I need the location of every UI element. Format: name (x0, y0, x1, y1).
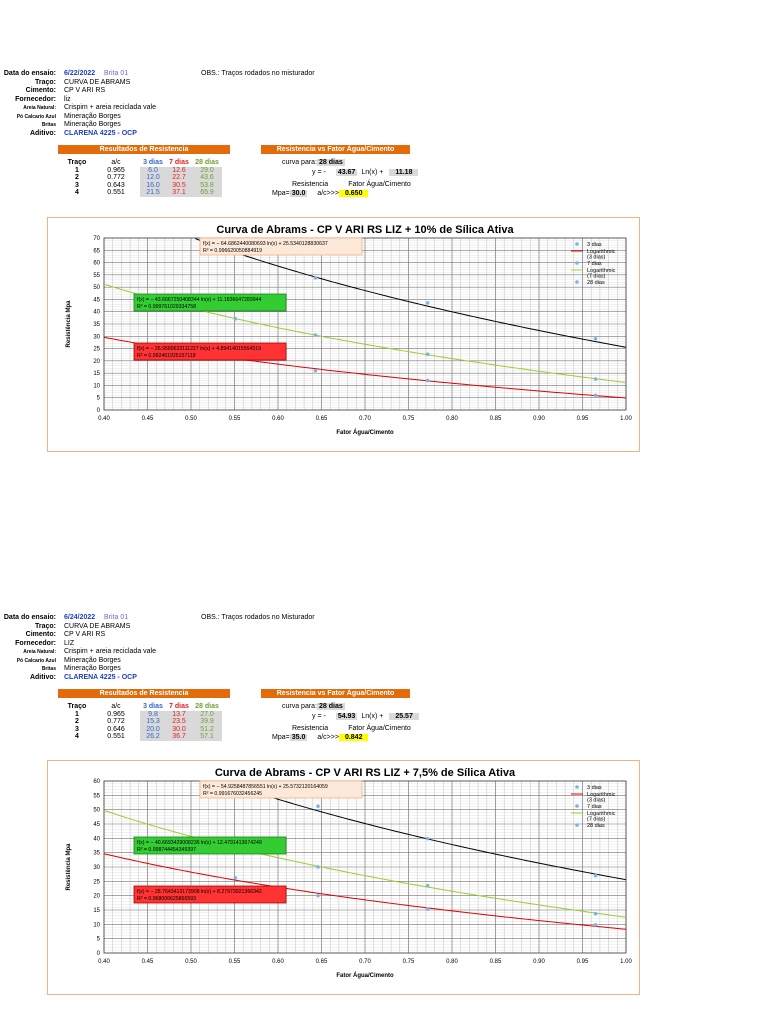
table-row (62, 174, 222, 182)
coef-b: 25.57 (389, 713, 419, 720)
data-point (316, 865, 320, 869)
header-value: Crispim + areia reciclada vale (64, 648, 157, 655)
header-value: Crispim + areia reciclada vale (64, 104, 157, 111)
table-cell: 43.6 (192, 174, 222, 182)
table-cell: 3 (75, 725, 79, 733)
formula-row (312, 169, 418, 176)
header-row (0, 614, 400, 623)
curve-label: curva para: (282, 159, 318, 166)
x-tick-label: 0.50 (185, 959, 197, 965)
header-row (0, 121, 400, 130)
data-point (426, 884, 430, 888)
y-axis-label: Resistência Mpa (66, 843, 72, 891)
chart-title: Curva de Abrams - CP V ARI RS LIZ + 7,5% de Sílica Ativa (214, 767, 516, 779)
r2-text: R² = 0.992461925157118 (137, 353, 196, 359)
ln-label: Ln(x) + (361, 713, 384, 720)
table-cell: 37.1 (166, 189, 192, 197)
y-label: y = - (312, 169, 326, 176)
header-row (0, 113, 400, 122)
equation-text: f(x) = − 64.6862440080693 ln(x) + 25.5340128830637 (203, 241, 328, 247)
header-value: CURVA DE ABRAMS (64, 622, 131, 630)
table-row (62, 182, 222, 190)
header-value: liz (64, 95, 71, 103)
table-cell: 0.772 (107, 174, 125, 181)
x-tick-label: 0.50 (185, 416, 197, 422)
curve-selector (282, 159, 345, 166)
factor-label: Fator Água/Cimento (348, 181, 411, 188)
y-tick-label: 5 (96, 395, 100, 402)
data-point (316, 894, 320, 898)
x-tick-label: 0.40 (98, 416, 110, 422)
table-cell: 1 (75, 710, 79, 718)
results-bar: Resultados de Resistencia (58, 689, 230, 698)
x-tick-label: 0.60 (272, 416, 284, 422)
legend-label: Logarithmic (7 dias) (587, 811, 616, 823)
x-tick-label: 0.65 (315, 416, 328, 422)
curve-value[interactable]: 28 dias (319, 703, 343, 710)
y-tick-label: 50 (93, 807, 100, 814)
table-cell: 0.551 (107, 733, 125, 740)
results-table (62, 703, 222, 741)
legend-label: 3 dias (587, 242, 602, 248)
column-header: Traço (67, 159, 87, 166)
table-cell: 0.772 (107, 718, 125, 725)
brita-value: Brita 01 (104, 70, 129, 77)
header-row (0, 87, 400, 96)
x-tick-label: 1.00 (620, 416, 632, 422)
y-tick-label: 10 (93, 922, 100, 929)
header-value: CP V ARI RS (64, 631, 106, 638)
ac-value: 0.842 (339, 734, 369, 741)
y-tick-label: 20 (93, 358, 100, 365)
y-tick-label: 50 (93, 285, 100, 292)
data-point (594, 377, 598, 381)
table-cell: 0.965 (107, 166, 125, 174)
x-tick-label: 0.80 (446, 416, 458, 422)
table-cell: 57.1 (192, 733, 222, 741)
legend-label: 28 dias (587, 280, 605, 286)
coef-a: 43.67 (337, 169, 356, 176)
data-point (594, 337, 598, 341)
table-cell: 2 (75, 174, 79, 181)
table-cell: 3 (75, 181, 79, 189)
x-tick-label: 0.70 (359, 959, 371, 965)
header-value: LIZ (64, 639, 75, 647)
table-cell: 13.7 (166, 711, 192, 719)
data-point (426, 837, 430, 841)
y-tick-label: 65 (93, 248, 100, 255)
calc-results (272, 190, 368, 197)
legend-marker (575, 261, 579, 265)
x-axis-label: Fator Água/Cimento (336, 973, 394, 979)
data-point (426, 907, 430, 911)
header-label: Data do ensaio: (3, 614, 56, 621)
header-value: CLARENA 4225 - OCP (64, 673, 137, 681)
x-tick-label: 0.45 (141, 416, 154, 422)
factor-label: Fator Água/Cimento (348, 725, 411, 732)
header-row (0, 104, 400, 113)
header-row (0, 648, 400, 657)
curve-selector (282, 703, 345, 710)
x-tick-label: 0.95 (576, 959, 589, 965)
data-point (234, 317, 238, 321)
header-label: Traço: (34, 78, 56, 86)
column-header: a/c (111, 703, 121, 710)
x-tick-label: 0.75 (402, 416, 415, 422)
header-row (0, 657, 400, 666)
y-tick-label: 30 (93, 334, 100, 341)
y-tick-label: 5 (96, 936, 100, 943)
header-value: 6/22/2022 (64, 70, 96, 77)
header-label: Britas (41, 666, 56, 672)
header-row (0, 665, 400, 674)
y-tick-label: 0 (96, 951, 100, 957)
y-tick-label: 10 (93, 383, 100, 390)
table-cell: 30.0 (166, 726, 192, 734)
y-tick-label: 0 (96, 408, 100, 414)
data-point (316, 804, 320, 808)
table-cell: 39.9 (192, 718, 222, 726)
table-cell: 9.8 (140, 711, 166, 719)
table-header-row (62, 159, 222, 167)
header-label: Cimento: (25, 87, 56, 94)
equation-text: f(x) = − 28.7643413173908 ln(x) + 8.27973921366342 (137, 889, 262, 895)
results-table (62, 159, 222, 197)
data-point (314, 276, 318, 280)
header-label: Fornecedor: (15, 95, 56, 103)
table-cell: 21.5 (140, 189, 166, 197)
coef-a: 54.93 (337, 713, 356, 720)
obs-text: OBS.: Traços rodados no Misturador (201, 614, 315, 621)
ac-label: a/c>>> (317, 734, 339, 741)
x-tick-label: 0.55 (228, 416, 241, 422)
table-header-row (62, 703, 222, 711)
table-cell: 20.0 (140, 726, 166, 734)
formula-row (312, 713, 419, 720)
y-tick-label: 15 (93, 371, 100, 378)
equation-text: f(x) = − 43.6667250408344 ln(x) + 11.1836647289944 (137, 297, 262, 303)
x-tick-label: 0.70 (359, 416, 371, 422)
table-cell: 12.6 (166, 167, 192, 175)
header-label: Aditivo: (29, 673, 56, 681)
y-tick-label: 35 (93, 850, 100, 857)
header-label: Pó Calcario Azul (16, 657, 56, 664)
equation-text: f(x) = − 40.6693429008236 ln(x) + 12.4791413674249 (137, 840, 262, 846)
curve-value[interactable]: 28 dias (319, 159, 343, 166)
header-row (0, 674, 400, 683)
header-label: Traço: (34, 622, 56, 630)
legend-label: 7 dias (587, 804, 602, 810)
calc-labels (292, 725, 411, 732)
table-cell: 15.3 (140, 718, 166, 726)
mpa-label: Mpa= (272, 734, 290, 741)
table-cell: 0.551 (107, 189, 125, 196)
data-point (314, 369, 318, 373)
ac-value: 0.650 (339, 190, 369, 197)
table-cell: 29.0 (192, 167, 222, 175)
y-tick-label: 60 (93, 779, 100, 785)
r2-text: R² = 0.996620050884919 (203, 248, 262, 254)
header-value: Mineração Borges (64, 656, 121, 664)
legend-label: 7 dias (587, 261, 602, 267)
data-point (426, 379, 430, 383)
x-tick-label: 0.85 (489, 416, 502, 422)
x-tick-label: 0.95 (576, 416, 589, 422)
test-header (0, 70, 400, 138)
header-row (0, 631, 400, 640)
mpa-label: Mpa= (272, 190, 290, 197)
column-header: 28 dias (195, 703, 219, 710)
table-cell: 0.965 (107, 710, 125, 718)
table-cell: 51.2 (192, 726, 222, 734)
table-cell: 36.7 (166, 733, 192, 741)
y-tick-label: 30 (93, 865, 100, 871)
header-value: Mineração Borges (64, 121, 121, 128)
legend-marker (575, 280, 579, 284)
column-header: 3 dias (143, 703, 163, 710)
header-row (0, 96, 400, 105)
legend-marker (575, 804, 579, 808)
table-cell: 0.646 (107, 725, 125, 733)
table-cell: 16.0 (140, 182, 166, 190)
coef-b: 11.18 (389, 169, 418, 176)
header-value: CLARENA 4225 - OCP (64, 129, 137, 137)
test-header (0, 614, 400, 682)
table-cell: 30.5 (166, 182, 192, 190)
equation-text: f(x) = − 54.9258487856551 ln(x) + 25.5732120164059 (203, 784, 328, 790)
x-tick-label: 0.55 (228, 959, 241, 965)
data-point (594, 912, 598, 916)
header-label: Cimento: (25, 631, 56, 638)
resistance-bar: Resistencia vs Fator Água/Cimento (261, 145, 410, 154)
resistance-label: Resistencia (292, 725, 329, 732)
table-cell: 0.643 (107, 181, 125, 189)
table-row (62, 167, 222, 175)
abrams-chart (47, 760, 640, 995)
header-row (0, 640, 400, 649)
r2-text: R² = 0.998744454349397 (137, 847, 196, 853)
calc-results (272, 734, 368, 741)
header-row (0, 130, 400, 139)
x-tick-label: 1.00 (620, 959, 632, 965)
x-tick-label: 0.45 (141, 959, 154, 965)
y-tick-label: 40 (93, 309, 100, 316)
y-label: y = - (312, 713, 326, 720)
table-cell: 65.9 (192, 189, 222, 197)
header-row (0, 623, 400, 632)
legend-label: Logarithmic (3 dias) (587, 249, 616, 261)
legend-label: Logarithmic (7 dias) (587, 268, 616, 280)
y-axis-label: Resistência Mpa (66, 300, 72, 348)
data-point (314, 333, 318, 337)
calc-labels (292, 181, 411, 188)
data-point (426, 301, 430, 305)
table-cell: 22.7 (166, 174, 192, 182)
column-header: Traço (67, 703, 87, 710)
legend-label: 3 dias (587, 785, 602, 791)
table-cell: 6.0 (140, 167, 166, 175)
table-cell: 23.5 (166, 718, 192, 726)
header-row (0, 79, 400, 88)
y-tick-label: 15 (93, 908, 100, 914)
table-row (62, 733, 222, 741)
y-tick-label: 20 (93, 893, 100, 900)
y-tick-label: 55 (93, 793, 100, 800)
abrams-chart (47, 217, 640, 452)
x-tick-label: 0.65 (315, 959, 328, 965)
y-tick-label: 40 (93, 836, 100, 843)
data-point (594, 393, 598, 397)
x-tick-label: 0.60 (272, 959, 284, 965)
table-cell: 4 (75, 733, 79, 740)
header-label: Areia Natural: (23, 649, 56, 655)
r2-text: R² = 0.968006625866593 (137, 896, 196, 902)
x-axis-label: Fator Água/Cimento (336, 430, 394, 436)
y-tick-label: 55 (93, 272, 100, 279)
ln-label: Ln(x) + (361, 169, 384, 176)
header-value: Mineração Borges (64, 112, 121, 120)
legend-marker (575, 823, 579, 827)
r2-text: R² = 0.991676032456245 (203, 791, 262, 797)
header-label: Pó Calcario Azul (16, 113, 56, 120)
r2-text: R² = 0.999761029334758 (137, 304, 196, 310)
header-value: Mineração Borges (64, 665, 121, 672)
curve-label: curva para: (282, 703, 318, 710)
header-label: Data do ensaio: (3, 70, 56, 77)
x-tick-label: 0.40 (98, 959, 110, 965)
y-tick-label: 25 (93, 346, 100, 353)
mpa-value[interactable]: 35.0 (291, 734, 306, 741)
x-tick-label: 0.75 (402, 959, 415, 965)
table-cell: 12.0 (140, 174, 166, 182)
y-tick-label: 60 (93, 260, 100, 267)
x-tick-label: 0.90 (533, 959, 545, 965)
chart-svg (48, 218, 639, 451)
table-cell: 4 (75, 189, 79, 196)
table-row (62, 711, 222, 719)
table-cell: 27.0 (192, 711, 222, 719)
x-tick-label: 0.85 (489, 959, 502, 965)
data-point (234, 876, 238, 880)
mpa-value[interactable]: 30.0 (291, 190, 306, 197)
table-cell: 2 (75, 718, 79, 725)
table-row (62, 189, 222, 197)
header-value: 6/24/2022 (64, 614, 96, 621)
column-header: a/c (111, 159, 121, 166)
resistance-bar: Resistencia vs Fator Água/Cimento (261, 689, 410, 698)
y-tick-label: 45 (93, 822, 100, 828)
header-label: Fornecedor: (15, 639, 56, 647)
legend-label: 28 dias (587, 823, 605, 829)
brita-value: Brita 01 (104, 614, 129, 621)
column-header: 7 dias (169, 159, 189, 166)
y-tick-label: 25 (93, 879, 100, 886)
equation-text: f(x) = − 26.9589633111227 ln(x) + 4.89414015564519 (137, 346, 261, 352)
header-value: CURVA DE ABRAMS (64, 78, 131, 86)
table-cell: 53.8 (192, 182, 222, 190)
header-label: Areia Natural: (23, 105, 56, 111)
x-tick-label: 0.90 (533, 416, 545, 422)
table-row (62, 718, 222, 726)
y-tick-label: 35 (93, 322, 100, 328)
results-bar: Resultados de Resistencia (58, 145, 230, 154)
data-point (594, 923, 598, 927)
ac-label: a/c>>> (317, 190, 339, 197)
legend-label: Logarithmic (3 dias) (587, 792, 616, 804)
table-cell: 1 (75, 166, 79, 174)
header-row (0, 70, 400, 79)
legend-marker (575, 785, 579, 789)
column-header: 3 dias (143, 159, 163, 166)
data-point (594, 874, 598, 878)
y-tick-label: 45 (93, 297, 100, 304)
y-tick-label: 70 (93, 236, 100, 242)
header-label: Aditivo: (29, 129, 56, 137)
header-value: CP V ARI RS (64, 87, 106, 94)
chart-svg (48, 761, 639, 994)
table-row (62, 726, 222, 734)
data-point (426, 352, 430, 356)
header-label: Britas (41, 122, 56, 128)
column-header: 28 dias (195, 159, 219, 166)
obs-text: OBS.: Traços rodados no misturador (201, 70, 315, 77)
x-tick-label: 0.80 (446, 959, 458, 965)
resistance-label: Resistencia (292, 181, 329, 188)
table-cell: 26.2 (140, 733, 166, 741)
chart-title: Curva de Abrams - CP V ARI RS LIZ + 10% de Sílica Ativa (216, 224, 514, 236)
column-header: 7 dias (169, 703, 189, 710)
legend-marker (575, 242, 579, 246)
